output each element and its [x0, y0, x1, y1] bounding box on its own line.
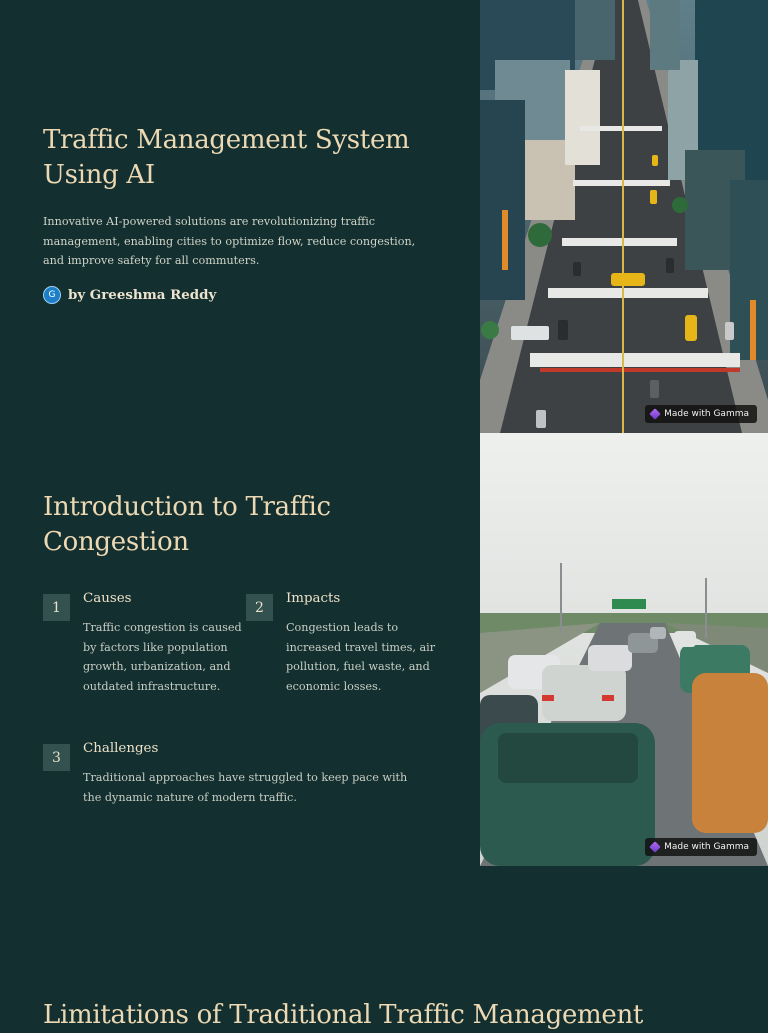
item-body: Congestion leads to increased travel times, air pollution, fuel waste, and economic losses.	[286, 621, 436, 693]
made-with-gamma-label: Made with Gamma	[664, 842, 749, 852]
city-intersection-illustration	[480, 0, 768, 433]
slide-introduction	[0, 433, 768, 866]
item-title: Causes	[83, 591, 132, 606]
author-name: by Greeshma Reddy	[68, 287, 217, 303]
highway-traffic-image	[480, 433, 768, 866]
number-badge: 1	[43, 594, 70, 621]
city-intersection-image	[480, 0, 768, 433]
intro-text: Innovative AI-powered solutions are revolutionizing traffic management, enabling cities to optimize flow, reduce congestion, and improve safety for all commuters.	[43, 215, 416, 268]
section-title: Limitations of Traditional Traffic Management	[43, 1000, 644, 1030]
page-title: Traffic Management System Using AI	[43, 125, 410, 190]
gamma-logo-icon	[649, 408, 660, 419]
highway-traffic-illustration	[480, 433, 768, 866]
avatar: G	[43, 286, 61, 304]
made-with-gamma-badge[interactable]	[645, 838, 757, 856]
author-line	[43, 286, 216, 304]
made-with-gamma-badge[interactable]	[645, 405, 757, 423]
slide-title	[0, 0, 768, 433]
section-title: Introduction to Traffic Congestion	[43, 492, 331, 557]
item-title: Challenges	[83, 741, 159, 756]
item-title: Impacts	[286, 591, 341, 606]
gamma-logo-icon	[649, 841, 660, 852]
number-badge: 2	[246, 594, 273, 621]
number-badge: 3	[43, 744, 70, 771]
item-body: Traffic congestion is caused by factors like population growth, urbanization, and outdated infrastructure.	[83, 621, 242, 693]
slide-limitations	[0, 866, 768, 1030]
item-body: Traditional approaches have struggled to keep pace with the dynamic nature of modern traffic.	[83, 771, 408, 804]
made-with-gamma-label: Made with Gamma	[664, 409, 749, 419]
